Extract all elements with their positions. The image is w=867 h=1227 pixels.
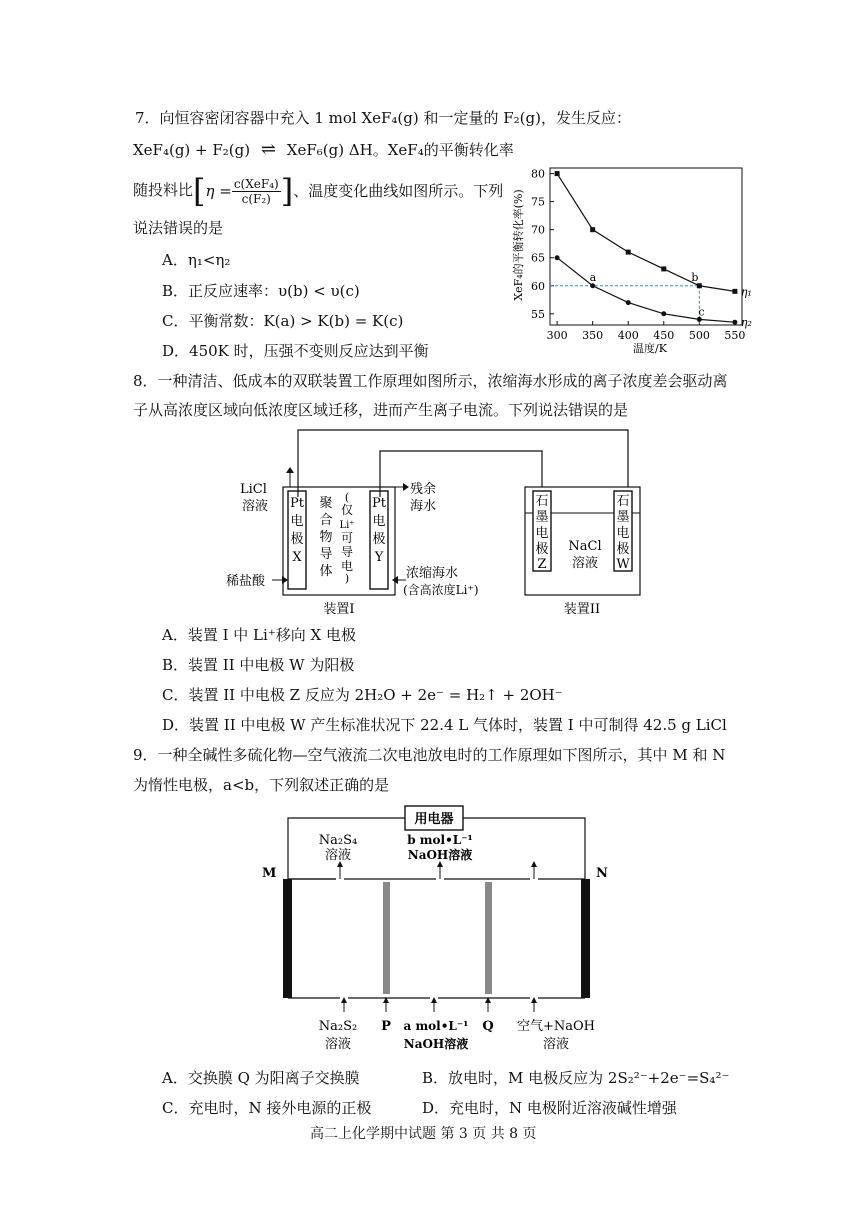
- series-0-point-5: [732, 289, 737, 294]
- electrode-z-label-2: 电: [535, 526, 549, 541]
- na2s4-label-1: Na₂S₄: [318, 833, 358, 848]
- electrode-z-label-4: Z: [537, 557, 547, 572]
- hcl-arrow-head: [282, 576, 288, 584]
- polymer-note-5: 电: [340, 559, 354, 573]
- y-tick-label-1: 60: [531, 279, 545, 293]
- series-line-1: [557, 258, 735, 322]
- polymer-note-0: (: [344, 491, 350, 504]
- membrane-p: [383, 882, 390, 994]
- b-conc-label: b mol•L⁻¹: [407, 833, 473, 847]
- polymer-note-6: ): [344, 572, 350, 585]
- y-tick-label-3: 70: [531, 223, 545, 237]
- q7-option-d[interactable]: D．450K 时，压强不变则反应达到平衡: [162, 342, 429, 360]
- polymer-note-1: 仅: [340, 503, 354, 517]
- q7-equation: [133, 140, 514, 160]
- series-1-point-3: [661, 311, 666, 316]
- inlet-arrow-1-head: [341, 997, 347, 1003]
- electrode-w-label-3: 极: [616, 542, 630, 557]
- wire-right: [463, 818, 585, 879]
- b-naoh-label: NaOH溶液: [407, 848, 473, 862]
- membrane-q-label: Q: [482, 1019, 494, 1034]
- polymer-label-3: 导: [319, 547, 333, 562]
- electrode-z-label-3: 极: [535, 542, 549, 557]
- q9-stem-line1: 9．一种全碱性多硫化物—空气液流二次电池放电时的工作原理如下图所示，其中 M 和 N: [133, 746, 726, 764]
- page-footer: 高二上化学期中试题 第 3 页 共 8 页: [310, 1126, 537, 1142]
- licl-label-2: 溶液: [242, 499, 269, 514]
- series-1-point-0: [555, 255, 560, 260]
- electrode-w-label-2: 电: [616, 526, 630, 541]
- q8-option-a[interactable]: A．装置 I 中 Li⁺移向 X 电极: [162, 626, 356, 644]
- x-tick-label-3: 450: [653, 329, 675, 342]
- x-tick-label-0: 300: [546, 329, 568, 342]
- electrode-y-label-0: Pt: [372, 496, 386, 511]
- q7-eq-left: XeF₄(g) + F₂(g): [133, 141, 251, 159]
- series-line-0: [557, 174, 735, 292]
- series-0-point-2: [626, 250, 631, 255]
- na2s4-label-2: 溶液: [324, 848, 352, 863]
- inlet-arrow-2-head: [431, 997, 437, 1003]
- residue-arrow-head: [403, 483, 409, 491]
- device2-label: 装置II: [563, 602, 601, 617]
- q7-conversion-chart: [510, 160, 750, 360]
- chart-y-label: XeF₄的平衡转化率(%): [512, 189, 525, 301]
- electrode-x-label-0: Pt: [290, 496, 304, 511]
- licl-label-1: LiCl: [240, 482, 267, 497]
- polymer-note-2: Li⁺: [339, 520, 355, 531]
- residue-label-2: 海水: [410, 499, 437, 514]
- na2s2-label-1: Na₂S₂: [318, 1019, 358, 1034]
- series-0-point-4: [697, 283, 702, 288]
- electrode-x-label-2: 极: [290, 532, 304, 547]
- y-tick-label-2: 65: [531, 251, 545, 265]
- q7-ratio-label: 随投料比: [133, 181, 194, 199]
- polymer-label-4: 体: [319, 564, 333, 579]
- electrode-z-label-1: 墨: [535, 510, 549, 525]
- appliance-label: 用电器: [414, 812, 454, 827]
- electrode-n: [581, 879, 590, 998]
- conc-label-1: 浓缩海水: [406, 566, 459, 581]
- polymer-note-3: 可: [340, 531, 354, 545]
- series-0-point-0: [555, 171, 560, 176]
- q9-option-d[interactable]: D．充电时，N 电极附近溶液碱性增强: [422, 1099, 677, 1117]
- q7-stem-line4: 说法错误的是: [133, 219, 224, 237]
- q7-stem-line3: [133, 170, 503, 210]
- series-label-1: η₂: [740, 316, 752, 330]
- licl-arrow-head: [286, 467, 294, 473]
- chart-frame: [550, 168, 742, 325]
- q9-stem-line2: 为惰性电极，a<b，下列叙述正确的是: [133, 776, 390, 794]
- q7-option-c[interactable]: C．平衡常数：K(a) > K(b) = K(c): [162, 312, 404, 330]
- q9-option-c[interactable]: C．充电时，N 接外电源的正极: [162, 1099, 372, 1117]
- air-label-2: 溶液: [542, 1037, 570, 1052]
- electrode-x-label-1: 电: [290, 514, 304, 529]
- q7-bracket-open: [: [193, 172, 206, 210]
- air-label-1: 空气+NaOH: [516, 1019, 596, 1034]
- q7-frac-numerator: c(XeF₄): [233, 176, 279, 191]
- conc-label-2: (含高浓度Li⁺): [403, 583, 479, 597]
- electrode-y-label-3: Y: [374, 550, 384, 565]
- series-1-point-2: [626, 300, 631, 305]
- q9-option-b[interactable]: B．放电时，M 电极反应为 2S₂²⁻+2e⁻=S₄²⁻: [422, 1069, 730, 1087]
- outlet-arrow-3-head: [531, 861, 537, 867]
- series-1-point-5: [732, 320, 737, 325]
- a-naoh-label: NaOH溶液: [403, 1037, 469, 1051]
- q8-option-b[interactable]: B．装置 II 中电极 W 为阳极: [162, 656, 355, 674]
- q7-stem-line1: 7．向恒容密闭容器中充入 1 mol XeF₄(g) 和一定量的 F₂(g)，发生反应：: [135, 109, 631, 127]
- nacl-label-1: NaCl: [568, 539, 602, 554]
- q9-battery-diagram: [250, 800, 650, 1060]
- electrode-y-label-2: 极: [372, 532, 386, 547]
- series-label-0: η₁: [740, 285, 752, 299]
- x-tick-label-5: 550: [724, 329, 746, 342]
- q7-eq-arrow: ⇌: [260, 139, 276, 160]
- q8-stem-line2: 子从高浓度区域向低浓度区域迁移，进而产生离子电流。下列说法错误的是: [133, 401, 629, 419]
- series-0-point-3: [661, 266, 666, 271]
- y-tick-label-0: 55: [531, 307, 545, 321]
- polymer-label-2: 物: [319, 530, 333, 545]
- polymer-label-1: 合: [319, 513, 333, 528]
- na2s2-label-2: 溶液: [324, 1037, 352, 1052]
- electrode-z-label-0: 石: [535, 494, 549, 509]
- electrode-m: [283, 879, 292, 998]
- point-label-b: b: [691, 270, 699, 284]
- q7-stem-post: 、温度变化曲线如图所示。下列: [293, 182, 504, 200]
- series-0-point-1: [590, 227, 595, 232]
- electrode-x-label-3: X: [292, 550, 302, 565]
- electrode-w-label-1: 墨: [616, 510, 630, 525]
- y-tick-label-5: 80: [531, 167, 545, 181]
- electrode-y-label-1: 电: [372, 514, 386, 529]
- q8-stem-line1: 8．一种清洁、低成本的双联装置工作原理如图所示，浓缩海水形成的离子浓度差会驱动离: [133, 372, 728, 390]
- hcl-label: 稀盐酸: [226, 574, 266, 589]
- x-tick-label-1: 350: [582, 329, 604, 342]
- q7-ratio-fraction: [232, 177, 281, 206]
- electrode-m-label: M: [262, 866, 277, 881]
- polymer-label-0: 聚: [319, 496, 333, 511]
- polymer-note-4: 导: [340, 545, 354, 559]
- q7-frac-denominator: c(F₂): [241, 191, 271, 206]
- chart-x-label: 温度/K: [633, 342, 667, 355]
- electrode-w-label-4: W: [616, 557, 630, 572]
- q7-option-b[interactable]: B．正反应速率：υ(b) < υ(c): [162, 282, 360, 300]
- nacl-label-2: 溶液: [571, 556, 599, 571]
- q9-option-a[interactable]: A．交换膜 Q 为阳离子交换膜: [162, 1069, 360, 1087]
- q8-option-d[interactable]: D．装置 II 中电极 W 产生标准状况下 22.4 L 气体时，装置 I 中可制得 42.5 g LiCl: [162, 716, 727, 734]
- residue-label-1: 残余: [410, 482, 437, 497]
- series-1-point-1: [590, 283, 595, 288]
- x-tick-label-2: 400: [617, 329, 639, 342]
- q7-eta-label: η =: [205, 182, 232, 200]
- q7-option-a[interactable]: A．η₁<η₂: [162, 251, 231, 269]
- point-label-c: c: [698, 305, 705, 319]
- membrane-q: [485, 882, 492, 994]
- membrane-p-label: P: [381, 1019, 391, 1034]
- a-conc-label: a mol•L⁻¹: [403, 1019, 469, 1033]
- device1-label: 装置I: [323, 602, 355, 617]
- q7-bracket-close: ]: [280, 172, 294, 210]
- q8-option-c[interactable]: C．装置 II 中电极 Z 反应为 2H₂O + 2e⁻ = H₂↑ + 2OH⁻: [162, 686, 563, 704]
- electrode-n-label: N: [596, 866, 608, 881]
- point-label-a: a: [589, 270, 597, 284]
- electrode-w-label-0: 石: [616, 494, 630, 509]
- chart-series: [550, 171, 752, 329]
- inlet-arrow-3-head: [531, 997, 537, 1003]
- q8-device-diagram: [220, 425, 690, 620]
- chart-axes: [531, 168, 745, 342]
- y-tick-label-4: 75: [531, 195, 545, 209]
- q7-eq-right: XeF₆(g) ΔH。XeF₄的平衡转化率: [286, 141, 514, 159]
- x-tick-label-4: 500: [688, 329, 710, 342]
